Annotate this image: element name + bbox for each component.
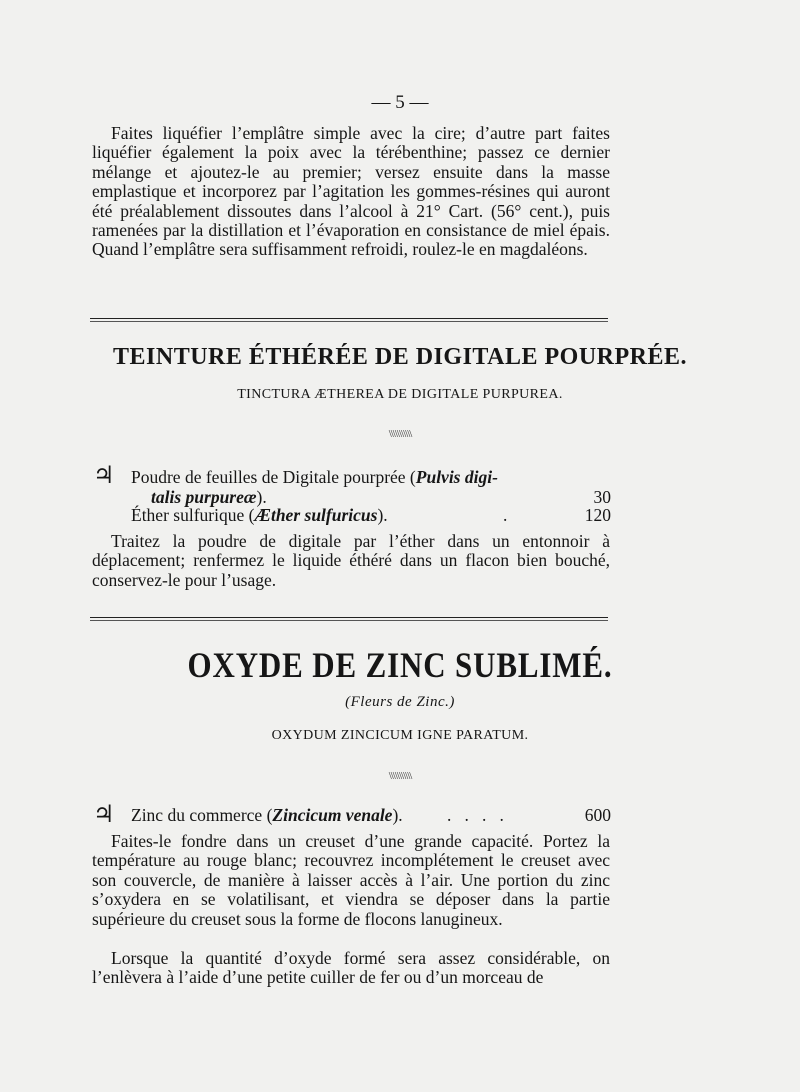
ingredient-text: ).: [377, 505, 388, 525]
section2-latin-title: OXYDUM ZINCICUM IGNE PARATUM.: [271, 728, 529, 743]
page-number: — 5 —: [371, 92, 429, 113]
section2-subtitle: (Fleurs de Zinc.): [345, 694, 455, 710]
ingredient-latin: talis purpureæ: [151, 486, 257, 507]
ingredient-latin: Zincicum venale: [272, 805, 393, 825]
ingredient-digitale: [131, 468, 611, 510]
intro-paragraph: Faites liquéfier l’emplâtre simple avec la cire; d’autre part faites liquéfier également la poix avec la térébenthine; passez ce dernier mélange et ajoutez-le au premier; versez ensuite dans la masse emplastique et incorporez par l’agitation les gommes-résines qui auront été préalablement dissoutes dans l’alcool à 21° Cart. (56° cent.), puis ramenées par la distillation et l’évaporation en consistance de miel épais. Quand l’emplâtre sera suffisamment refroidi, roulez-le en magdaléons.: [92, 123, 610, 260]
recipe-symbol: ♃: [93, 463, 115, 489]
ingredient-latin: Pulvis digi-: [415, 467, 498, 487]
ingredient-text: ).: [392, 805, 403, 825]
ingredient-zinc: [131, 806, 611, 826]
ingredient-latin: Æther sulfuricus: [254, 505, 378, 525]
section-divider: [90, 318, 608, 322]
ingredient-dots: . . . .: [447, 805, 504, 825]
ingredient-line: [131, 468, 611, 488]
section2-paragraph-1: Faites-le fondre dans un creuset d’une grande capacité. Portez la température au rouge blanc; recouvrez incomplétement le creuset avec son couvercle, de manière à laisser accès à l’air. Une portion du zinc s’oxydera en se volatilisant, et viendra se déposer dans la partie supérieure du creuset sous la forme de flocons lanugineux.: [92, 831, 610, 929]
ingredient-dots: .: [503, 505, 508, 525]
recipe-symbol: ♃: [93, 802, 115, 828]
section2-paragraph-2: Lorsque la quantité d’oxyde formé sera assez considérable, on l’enlèvera à l’aide d’une petite cuiller de fer ou d’un morceau de: [92, 948, 610, 988]
section1-latin-title: TINCTURA ÆTHEREA DE DIGITALE PURPUREA.: [237, 387, 563, 402]
ingredient-quantity: 120: [584, 505, 611, 525]
section1-title: TEINTURE ÉTHÉRÉE DE DIGITALE POURPRÉE.: [113, 344, 687, 370]
section1-ornament: \\\\\\\\\\\: [388, 428, 412, 440]
section1-instructions: Traitez la poudre de digitale par l’éther dans un entonnoir à déplacement; renfermez le liquide éthéré dans un flacon bien bouché, conservez-le pour l’usage.: [92, 531, 610, 590]
ingredient-text: Poudre de feuilles de Digitale pourprée (: [131, 467, 416, 487]
ingredient-text: Éther sulfurique (: [131, 505, 255, 525]
ingredient-text: Zinc du commerce (: [131, 805, 273, 825]
ingredient-quantity: 600: [584, 805, 611, 825]
ingredient-ether: [131, 506, 611, 526]
section-divider: [90, 617, 608, 621]
section2-title: OXYDE DE ZINC SUBLIMÉ.: [187, 645, 613, 685]
section2-ornament: \\\\\\\\\\\: [388, 770, 412, 782]
ingredient-quantity: 30: [593, 487, 611, 507]
ingredient-text: ).: [256, 486, 267, 507]
